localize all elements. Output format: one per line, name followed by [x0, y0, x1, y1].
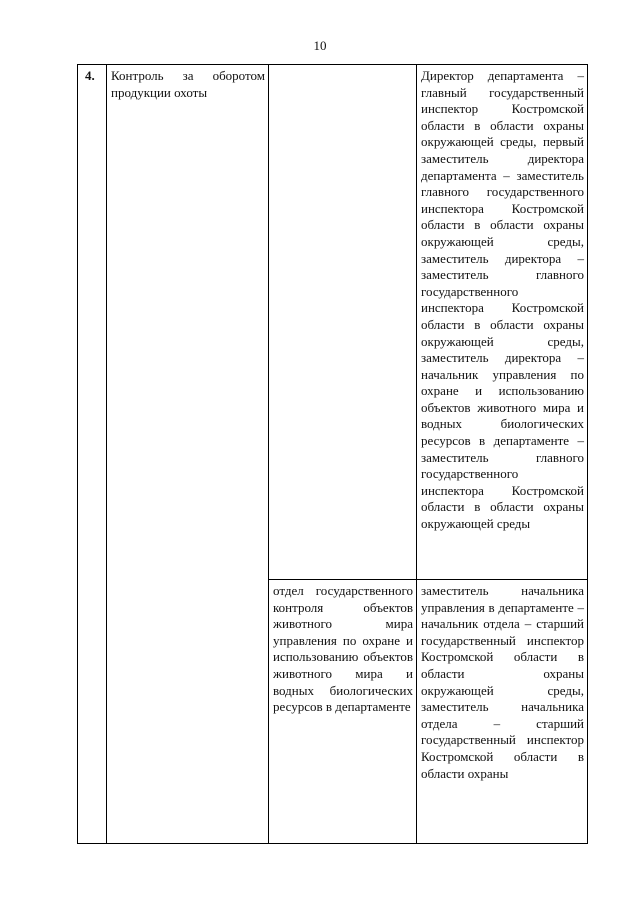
table-row: [78, 65, 588, 580]
unit-cell-empty: [269, 65, 417, 580]
row-number: 4.: [78, 65, 107, 844]
responsible-officials-cell: Директор департамента – главный государственный инспектор Костромской области в области охраны окружающей среды, первый заместитель директора департамента – заместитель главного государственного инспектора Костромской области в области охраны окружающей среды, заместитель директора – заместитель главного государственного инспектора Костромской области в области охраны окружающей среды, заместитель директора – начальник управления по охране и использованию объектов животного мира и водных биологических ресурсов в департаменте – заместитель главного государственного инспектора Костромской области в области охраны окружающей среды: [417, 65, 588, 580]
department-unit-cell: отдел государственного контроля объектов животного мира управления по охране и использованию объектов животного мира и водных биологических ресурсов в департаменте: [269, 580, 417, 844]
responsible-officials-cell-2: заместитель начальника управления в департаменте – начальник отдела – старший государственный инспектор Костромской области в области охраны окружающей среды, заместитель начальника отдела – старший государственный инспектор Костромской области в области охраны: [417, 580, 588, 844]
control-type-cell: Контроль за оборотом продукции охоты: [107, 65, 269, 844]
page-number: 10: [313, 38, 327, 53]
document-table: [77, 64, 588, 844]
